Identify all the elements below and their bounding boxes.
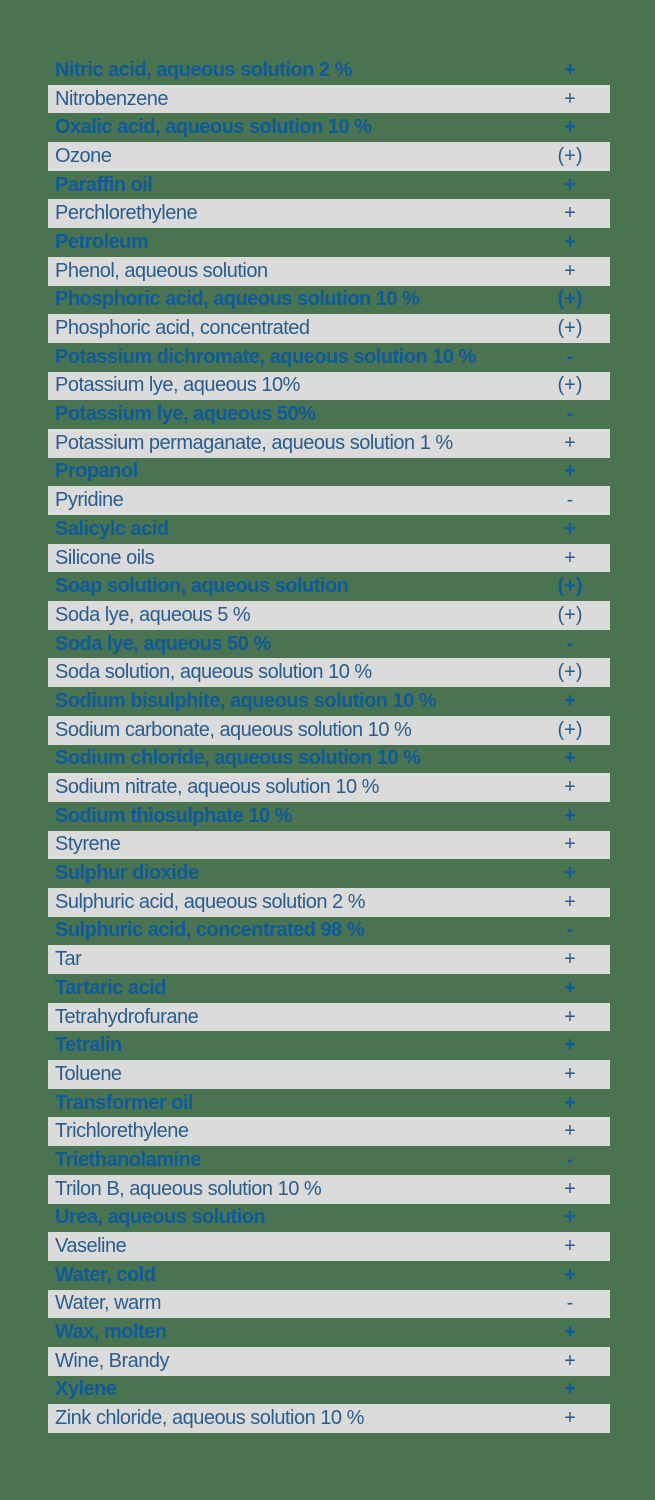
table-row <box>48 1117 610 1146</box>
table-row <box>48 372 610 401</box>
chemical-name: Perchlorethylene <box>55 202 198 225</box>
resistance-rating: + <box>564 1407 576 1430</box>
chemical-name: Soda lye, aqueous 50 % <box>55 632 271 655</box>
table-row <box>48 429 610 458</box>
resistance-rating: + <box>564 804 576 827</box>
table-row <box>48 802 610 831</box>
resistance-rating: + <box>564 173 576 196</box>
table-row <box>48 486 610 515</box>
resistance-rating: + <box>564 862 576 885</box>
table-row <box>48 572 610 601</box>
resistance-rating: + <box>564 1062 576 1085</box>
chemical-name: Tetrahydrofurane <box>55 1005 199 1028</box>
table-row <box>48 716 610 745</box>
chemical-name: Sodium bisulphite, aqueous solution 10 % <box>55 689 437 712</box>
resistance-rating: + <box>564 1235 576 1258</box>
chemical-name: Soda lye, aqueous 5 % <box>55 603 251 626</box>
chemical-name: Sodium thiosulphate 10 % <box>55 804 292 827</box>
chemical-name: Trilon B, aqueous solution 10 % <box>55 1177 322 1200</box>
table-row <box>48 515 610 544</box>
table-row <box>48 1060 610 1089</box>
resistance-rating: + <box>564 460 576 483</box>
chemical-name: Trichlorethylene <box>55 1120 189 1143</box>
resistance-rating: - <box>566 489 574 512</box>
table-row <box>48 745 610 774</box>
chemical-name: Wine, Brandy <box>55 1349 170 1372</box>
chemical-name: Potassium permaganate, aqueous solution 1 % <box>55 431 453 454</box>
table-row <box>48 1175 610 1204</box>
table-row <box>48 314 610 343</box>
resistance-rating: - <box>566 345 574 368</box>
resistance-rating: + <box>564 1091 576 1114</box>
chemical-name: Phosphoric acid, aqueous solution 10 % <box>55 288 420 311</box>
chemical-name: Potassium lye, aqueous 10% <box>55 374 300 397</box>
resistance-rating: + <box>564 1034 576 1057</box>
resistance-rating: (+) <box>557 317 583 340</box>
table-row <box>48 1318 610 1347</box>
table-row <box>48 1204 610 1233</box>
table-row <box>48 687 610 716</box>
chemical-name: Transformer oil <box>55 1091 194 1114</box>
chemical-name: Phenol, aqueous solution <box>55 259 268 282</box>
resistance-rating: - <box>566 632 574 655</box>
chemical-name: Styrene <box>55 833 121 856</box>
chemical-name: Sulphuric acid, concentrated 98 % <box>55 919 365 942</box>
resistance-rating: + <box>564 747 576 770</box>
chemical-name: Toluene <box>55 1062 122 1085</box>
table-row <box>48 113 610 142</box>
chemical-name: Triethanolamine <box>55 1148 201 1171</box>
chemical-name: Urea, aqueous solution <box>55 1206 266 1229</box>
table-row <box>48 630 610 659</box>
chemical-name: Sodium carbonate, aqueous solution 10 % <box>55 718 412 741</box>
resistance-rating: + <box>564 776 576 799</box>
resistance-rating: + <box>564 1005 576 1028</box>
chemical-name: Propanol <box>55 460 138 483</box>
table-row <box>48 1003 610 1032</box>
resistance-rating: + <box>564 1349 576 1372</box>
table-row <box>48 1347 610 1376</box>
resistance-rating: + <box>564 116 576 139</box>
resistance-rating: + <box>564 976 576 999</box>
table-row <box>48 228 610 257</box>
chemical-name: Wax, molten <box>55 1321 167 1344</box>
resistance-rating: + <box>564 202 576 225</box>
table-row <box>48 1261 610 1290</box>
resistance-rating: + <box>564 689 576 712</box>
resistance-rating: - <box>566 919 574 942</box>
resistance-rating: - <box>566 403 574 426</box>
chemical-name: Salicylc acid <box>55 517 169 540</box>
table-row <box>48 199 610 228</box>
table-row <box>48 1031 610 1060</box>
table-row <box>48 945 610 974</box>
resistance-rating: + <box>564 1263 576 1286</box>
table-row <box>48 1376 610 1405</box>
chemical-name: Sodium nitrate, aqueous solution 10 % <box>55 776 379 799</box>
chemical-name: Petroleum <box>55 230 149 253</box>
resistance-rating: - <box>566 1148 574 1171</box>
table-row <box>48 458 610 487</box>
table-row <box>48 773 610 802</box>
table-row <box>48 601 610 630</box>
chemical-name: Potassium dichromate, aqueous solution 10 % <box>55 345 476 368</box>
table-row <box>48 658 610 687</box>
chemical-name: Xylene <box>55 1378 117 1401</box>
chemical-resistance-table <box>48 56 610 1433</box>
chemical-name: Nitrobenzene <box>55 87 168 110</box>
resistance-rating: - <box>566 1292 574 1315</box>
chemical-name: Phosphoric acid, concentrated <box>55 317 310 340</box>
table-row <box>48 142 610 171</box>
chemical-name: Water, warm <box>55 1292 161 1315</box>
table-row <box>48 859 610 888</box>
table-row <box>48 343 610 372</box>
chemical-name: Potassium lye, aqueous 50% <box>55 403 316 426</box>
chemical-name: Water, cold <box>55 1263 156 1286</box>
table-row <box>48 257 610 286</box>
resistance-rating: (+) <box>557 575 583 598</box>
table-row <box>48 56 610 85</box>
chemical-name: Zink chloride, aqueous solution 10 % <box>55 1407 364 1430</box>
chemical-name: Sulphuric acid, aqueous solution 2 % <box>55 890 365 913</box>
chemical-name: Vaseline <box>55 1235 127 1258</box>
resistance-rating: (+) <box>557 661 583 684</box>
chemical-name: Sodium chloride, aqueous solution 10 % <box>55 747 421 770</box>
table-row <box>48 400 610 429</box>
resistance-rating: + <box>564 546 576 569</box>
table-row <box>48 544 610 573</box>
table-row <box>48 171 610 200</box>
table-row <box>48 831 610 860</box>
chemical-name: Nitric acid, aqueous solution 2 % <box>55 58 352 81</box>
resistance-rating: (+) <box>557 144 583 167</box>
resistance-rating: + <box>564 1120 576 1143</box>
table-row <box>48 85 610 114</box>
table-row <box>48 1290 610 1319</box>
table-row <box>48 1404 610 1433</box>
resistance-rating: + <box>564 948 576 971</box>
table-row <box>48 974 610 1003</box>
resistance-rating: + <box>564 1177 576 1200</box>
resistance-rating: (+) <box>557 288 583 311</box>
table-row <box>48 1232 610 1261</box>
chemical-name: Oxalic acid, aqueous solution 10 % <box>55 116 372 139</box>
chemical-name: Tar <box>55 948 82 971</box>
resistance-rating: + <box>564 890 576 913</box>
chemical-name: Ozone <box>55 144 112 167</box>
resistance-rating: + <box>564 259 576 282</box>
chemical-name: Paraffin oil <box>55 173 153 196</box>
resistance-rating: + <box>564 833 576 856</box>
resistance-rating: + <box>564 58 576 81</box>
chemical-name: Silicone oils <box>55 546 155 569</box>
chemical-name: Pyridine <box>55 489 124 512</box>
resistance-rating: (+) <box>557 603 583 626</box>
table-row <box>48 917 610 946</box>
resistance-rating: + <box>564 517 576 540</box>
resistance-rating: (+) <box>557 718 583 741</box>
resistance-rating: (+) <box>557 374 583 397</box>
resistance-rating: + <box>564 1321 576 1344</box>
chemical-name: Tartaric acid <box>55 976 166 999</box>
chemical-name: Sulphur dioxide <box>55 862 199 885</box>
table-row <box>48 888 610 917</box>
table-row <box>48 1146 610 1175</box>
resistance-rating: + <box>564 1206 576 1229</box>
chemical-name: Soap solution, aqueous solution <box>55 575 349 598</box>
table-row <box>48 286 610 315</box>
table-row <box>48 1089 610 1118</box>
resistance-rating: + <box>564 87 576 110</box>
resistance-rating: + <box>564 1378 576 1401</box>
resistance-rating: + <box>564 230 576 253</box>
chemical-name: Tetralin <box>55 1034 122 1057</box>
resistance-rating: + <box>564 431 576 454</box>
chemical-name: Soda solution, aqueous solution 10 % <box>55 661 372 684</box>
